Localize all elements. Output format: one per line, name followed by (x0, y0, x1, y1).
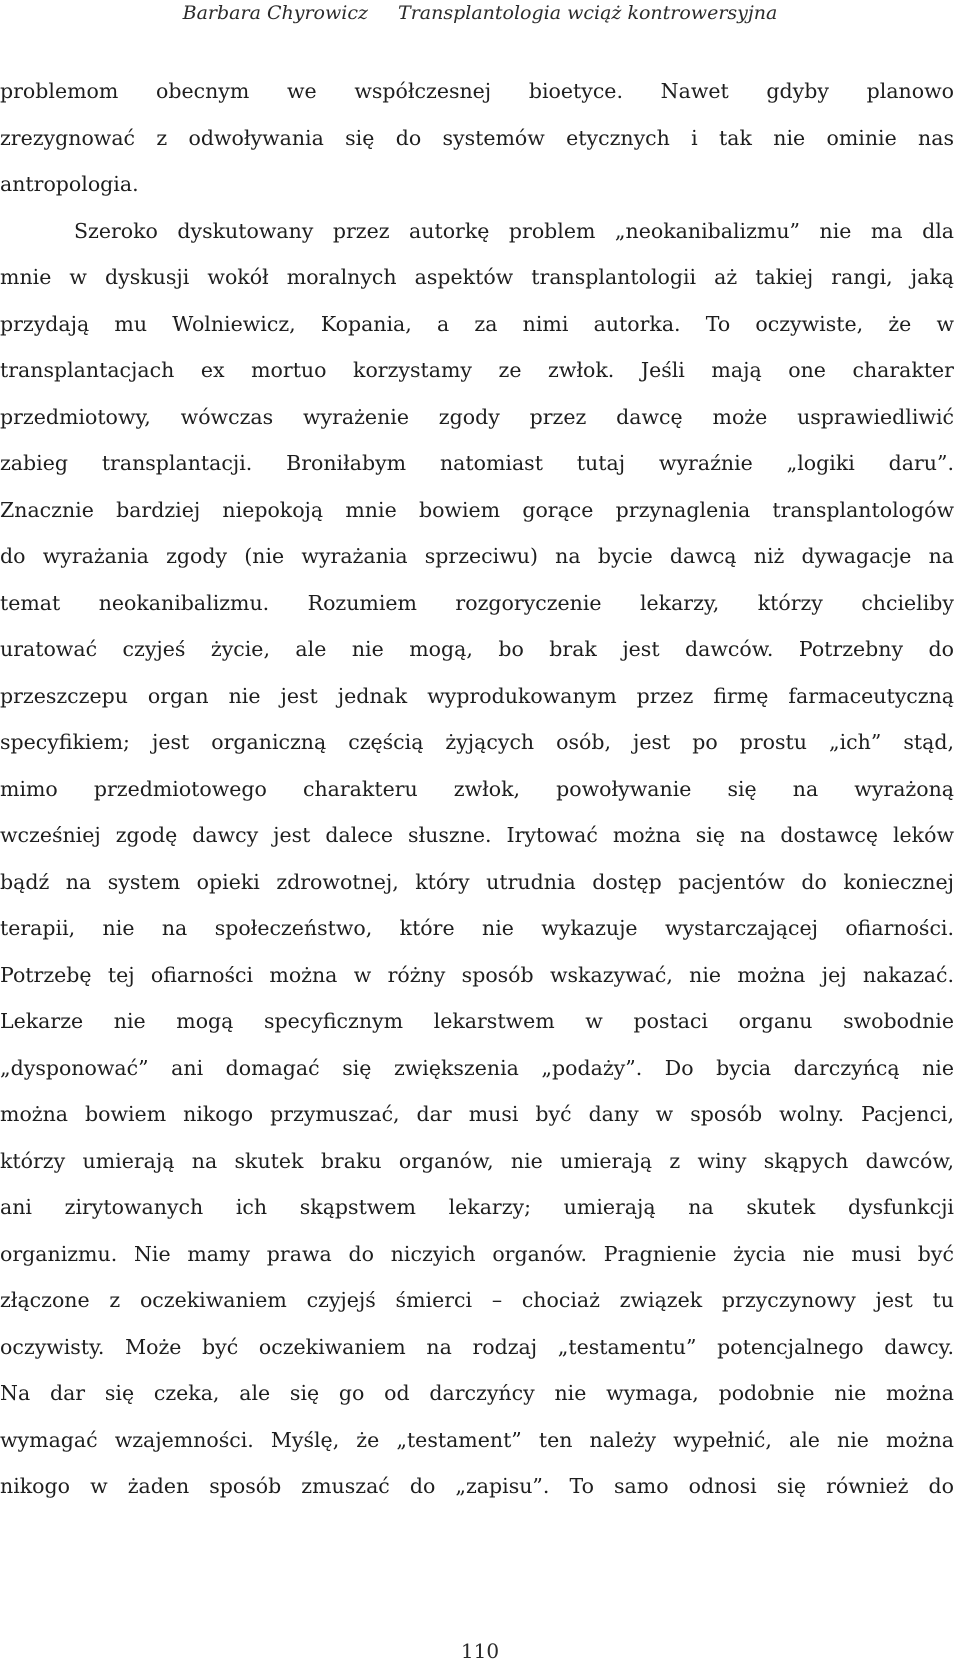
text-line: uratować czyjeś życie, ale nie mogą, bo brak jest dawców. Potrzebny do (0, 637, 954, 661)
text-line: transplantacjach ex mortuo korzystamy ze zwłok. Jeśli mają one charakter (0, 358, 954, 382)
text-line: przydają mu Wolniewicz, Kopania, a za nimi autorka. To oczywiste, że w (0, 311, 954, 336)
text-line: którzy umierają na skutek braku organów, nie umierają z winy skąpych dawców, (0, 1148, 954, 1173)
text-line: zrezygnować z odwoływania się do systemów etycznych i tak nie ominie nas (0, 125, 954, 150)
text-line: można bowiem nikogo przymuszać, dar musi być dany w sposób wolny. Pacjenci, (0, 1102, 954, 1126)
running-header (0, 0, 960, 26)
header-title: Transplantologia wciąż kontrowersyjna (398, 2, 778, 24)
text-line: ani zirytowanych ich skąpstwem lekarzy; umierają na skutek dysfunkcji (0, 1195, 954, 1219)
text-line: do wyrażania zgody (nie wyrażania sprzeciwu) na bycie dawcą niż dywagacje na (0, 544, 954, 568)
text-line: organizmu. Nie mamy prawa do niczyich organów. Pragnienie życia nie musi być (0, 1241, 954, 1266)
page-number: 110 (460, 1639, 500, 1663)
text-line: wcześniej zgodę dawcy jest dalece słuszne. Irytować można się na dostawcę leków (0, 823, 954, 847)
text-line: problemom obecnym we współczesnej bioetyce. Nawet gdyby planowo (0, 79, 954, 103)
text-line: Potrzebę tej ofiarności można w różny sposób wskazywać, nie można jej nakazać. (0, 962, 954, 987)
text-line: bądź na system opieki zdrowotnej, który utrudnia dostęp pacjentów do koniecznej (0, 869, 954, 894)
text-line: mimo przedmiotowego charakteru zwłok, powoływanie się na wyrażoną (0, 776, 954, 801)
text-line: oczywisty. Może być oczekiwaniem na rodzaj „testamentu” potencjalnego dawcy. (0, 1334, 954, 1359)
text-line: antropologia. (0, 172, 139, 196)
body-text (0, 68, 954, 1510)
text-line: specyfikiem; jest organiczną częścią żyjących osób, jest po prostu „ich” stąd, (0, 730, 954, 754)
text-line: zabieg transplantacji. Broniłabym natomiast tutaj wyraźnie „logiki daru”. (0, 451, 954, 475)
text-line: przeszczepu organ nie jest jednak wyprodukowanym przez firmę farmaceutyczną (0, 683, 954, 708)
text-line: Szeroko dyskutowany przez autorkę problem „neokanibalizmu” nie ma dla (74, 218, 954, 243)
header-author: Barbara Chyrowicz (182, 2, 368, 24)
text-line: nikogo w żaden sposób zmuszać do „zapisu”. To samo odnosi się również do (0, 1474, 954, 1498)
text-line: mnie w dyskusji wokół moralnych aspektów transplantologii aż takiej rangi, jaką (0, 265, 954, 289)
text-line: Lekarze nie mogą specyficznym lekarstwem w postaci organu swobodnie (0, 1009, 954, 1033)
text-line: Na dar się czeka, ale się go od darczyńcy nie wymaga, podobnie nie można (0, 1381, 954, 1405)
text-line: terapii, nie na społeczeństwo, które nie wykazuje wystarczającej ofiarności. (0, 916, 954, 940)
text-line: Znacznie bardziej niepokoją mnie bowiem gorące przynaglenia transplantologów (0, 497, 954, 522)
text-line: złączone z oczekiwaniem czyjejś śmierci – chociaż związek przyczynowy jest tu (0, 1288, 954, 1312)
text-line: temat neokanibalizmu. Rozumiem rozgoryczenie lekarzy, którzy chcieliby (0, 590, 954, 615)
text-line: wymagać wzajemności. Myślę, że „testament” ten należy wypełnić, ale nie można (0, 1427, 954, 1452)
text-line: „dysponować” ani domagać się zwiększenia „podaży”. Do bycia darczyńcą nie (0, 1055, 954, 1080)
text-line: przedmiotowy, wówczas wyrażenie zgody przez dawcę może usprawiedliwić (0, 404, 954, 429)
